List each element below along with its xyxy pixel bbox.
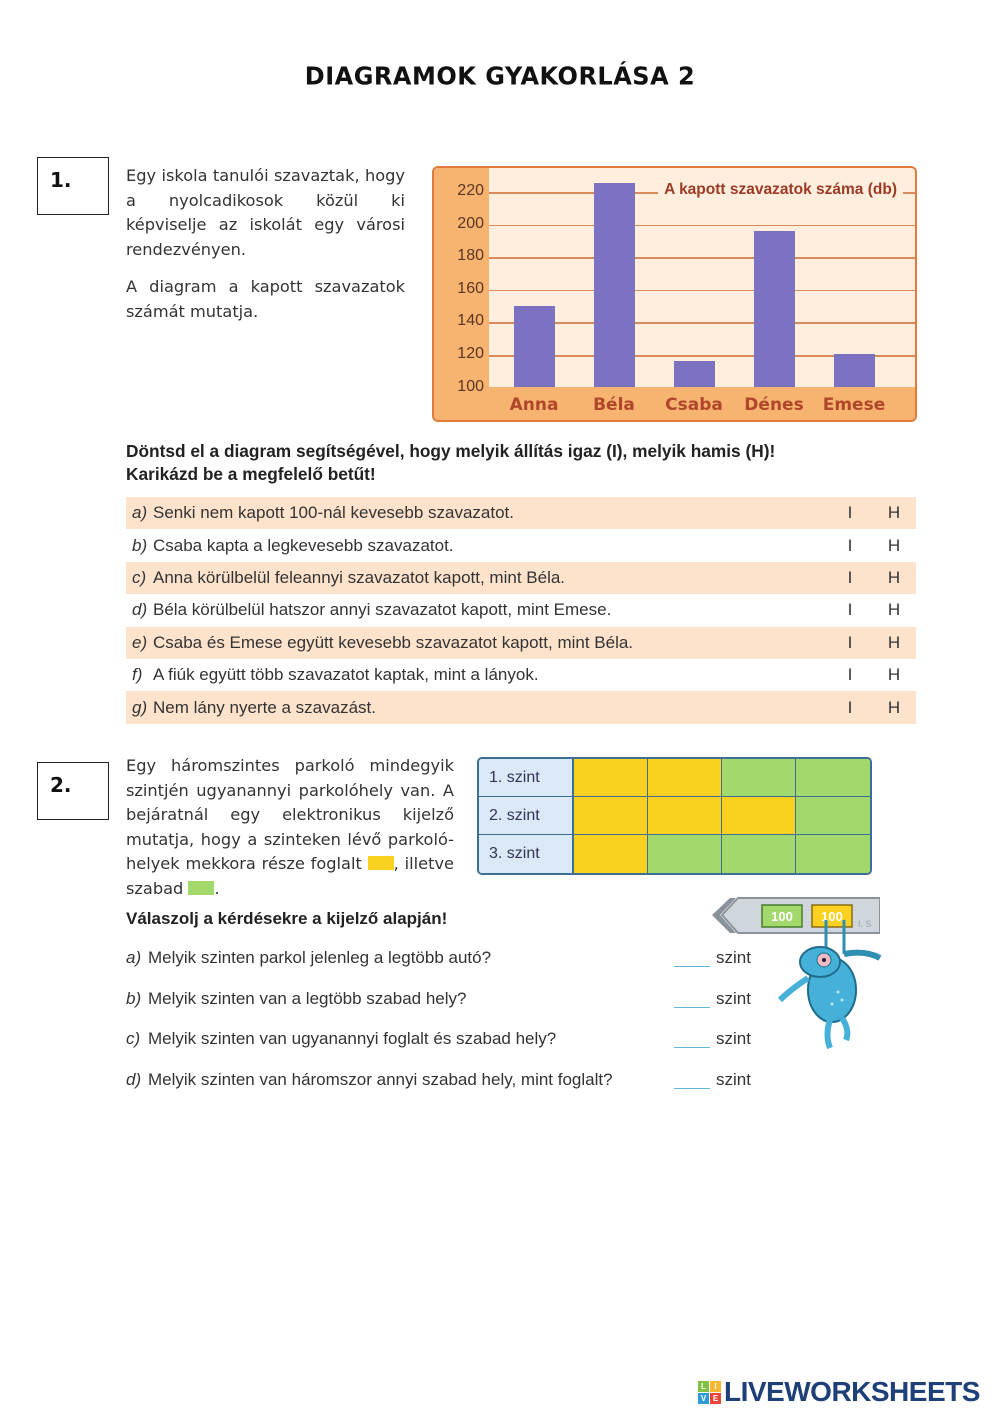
task-2-number: 2. (50, 773, 72, 797)
option-false[interactable]: H (887, 665, 901, 685)
chart-title: A kapott szavazatok száma (db) (658, 181, 903, 199)
bar-dénes (754, 231, 795, 387)
task-2-instruction: Válaszolj a kérdésekre a kijelző alapján! (126, 909, 448, 928)
free-color-swatch (188, 881, 214, 895)
x-label-béla: Béla (593, 395, 635, 415)
free-spot (796, 759, 870, 797)
intro-text: Egy háromszintes parkoló mindegyik szintjén ugyanannyi parkolóhely van. A bejáratnál egy elektronikus kijelző mutatja, hogy a szinteken lévő parkoló-helyek mekkora része foglalt (126, 756, 454, 873)
statement-row (126, 659, 916, 691)
task-1-intro-paragraph-2: A diagram a kapott szavazatok számát mutatja. (126, 277, 405, 321)
statement-letter: e) (132, 632, 148, 652)
y-tick-label: 220 (457, 182, 484, 199)
y-tick-label: 160 (457, 279, 484, 297)
option-false[interactable]: H (887, 632, 901, 652)
watermark-text: LIVEWORKSHEETS (724, 1376, 980, 1407)
bar-béla (594, 183, 635, 387)
question-letter: a) (126, 948, 142, 967)
statement-text: Nem lány nyerte a szavazást. (153, 697, 376, 717)
statement-letter: c) (132, 567, 147, 587)
free-spot (648, 835, 722, 873)
answer-unit: szint (716, 1069, 751, 1089)
intro-text-3: szabad (126, 878, 184, 898)
answer-blank[interactable] (674, 989, 710, 1008)
gridline (489, 290, 915, 292)
x-label-csaba: Csaba (665, 395, 723, 415)
option-false[interactable]: H (887, 600, 901, 620)
task-2-number-box (37, 762, 109, 820)
question-row (126, 1070, 756, 1111)
statement-letter: g) (132, 697, 148, 717)
bar-anna (514, 306, 555, 388)
instruction-line-2: Karikázd be a megfelelő betűt! (126, 464, 376, 484)
question-row (126, 989, 756, 1030)
task-1-intro (126, 164, 405, 324)
occupied-spot (722, 797, 796, 835)
option-false[interactable]: H (887, 503, 901, 523)
statement-text: Csaba és Emese együtt kevesebb szavazatot kapott, mint Béla. (153, 632, 634, 652)
question-letter: c) (126, 1029, 141, 1048)
statement-text: Anna körülbelül feleannyi szavazatot kapott, mint Béla. (153, 567, 566, 587)
occupied-spot (648, 759, 722, 797)
statement-row (126, 562, 916, 594)
level-label: 2. szint (479, 797, 574, 835)
statement-row (126, 691, 916, 723)
statement-letter: a) (132, 503, 148, 523)
question-text: Melyik szinten van háromszor annyi szabad hely, mint foglalt? (148, 1069, 613, 1089)
statement-row (126, 594, 916, 626)
statement-text: A fiúk együtt több szavazatot kaptak, mint a lányok. (153, 665, 539, 685)
option-true[interactable]: I (847, 665, 853, 685)
free-spot (722, 759, 796, 797)
task-2-intro (126, 754, 454, 901)
occupied-spot (574, 835, 648, 873)
free-spot (722, 835, 796, 873)
occupied-spot (648, 797, 722, 835)
answer-unit: szint (716, 1029, 751, 1048)
free-spot (796, 797, 870, 835)
answer-unit: szint (716, 988, 751, 1008)
y-tick-label: 140 (457, 312, 484, 330)
question-text: Melyik szinten van ugyanannyi foglalt és szabad hely? (148, 1029, 557, 1048)
option-true[interactable]: I (847, 503, 853, 523)
option-true[interactable]: I (847, 632, 853, 652)
x-label-anna: Anna (509, 395, 559, 415)
x-label-dénes: Dénes (744, 395, 804, 415)
question-row (126, 948, 756, 989)
bar-csaba (674, 361, 715, 387)
liveworksheets-watermark (698, 1376, 980, 1408)
intro-text-2: , illetve (393, 854, 454, 873)
occupied-spot (574, 759, 648, 797)
option-true[interactable]: I (847, 567, 853, 587)
task-1-number: 1. (50, 168, 72, 192)
statement-row (126, 627, 916, 659)
option-false[interactable]: H (887, 535, 901, 555)
question-text: Melyik szinten parkol jelenleg a legtöbb autó? (148, 948, 492, 967)
plot-area (489, 168, 915, 387)
option-false[interactable]: H (887, 567, 901, 587)
answer-blank[interactable] (674, 948, 710, 967)
svg-text:100: 100 (821, 909, 843, 924)
liveworksheets-logo-icon: L I V E (698, 1381, 721, 1404)
task-1-instruction (126, 440, 775, 486)
parking-display (477, 757, 872, 875)
task-1-intro-paragraph-1: Egy iskola tanulói szavaztak, hogy a nyolcadikosok közül ki képviselje az iskolát egy városi rendezvényen. (126, 166, 405, 259)
answer-blank[interactable] (674, 1029, 710, 1048)
statement-letter: f) (132, 665, 143, 685)
y-tick-label: 200 (457, 214, 484, 232)
answer-unit: szint (716, 948, 751, 967)
statement-row (126, 529, 916, 561)
bar-emese (834, 354, 875, 387)
statement-text: Senki nem kapott 100-nál kevesebb szavazatot. (153, 503, 514, 523)
statement-row (126, 497, 916, 529)
instruction-line-1: Döntsd el a diagram segítségével, hogy melyik állítás igaz (I), melyik hamis (H)! (126, 441, 776, 461)
question-text: Melyik szinten van a legtöbb szabad hely? (148, 988, 467, 1008)
page-title: DIAGRAMOK GYAKORLÁSA 2 (304, 61, 696, 91)
task-1-number-box (37, 157, 109, 215)
y-tick-label: 180 (457, 247, 484, 265)
svg-text:100: 100 (771, 909, 793, 924)
intro-text-4: . (214, 878, 220, 898)
question-letter: b) (126, 988, 142, 1008)
occupied-spot (574, 797, 648, 835)
level-label: 1. szint (479, 759, 574, 797)
y-tick-label: 100 (457, 377, 484, 395)
votes-bar-chart (432, 166, 917, 422)
option-true[interactable]: I (847, 697, 853, 717)
statement-letter: b) (132, 535, 148, 555)
question-letter: d) (126, 1069, 142, 1089)
statement-text: Béla körülbelül hatszor annyi szavazatot kapott, mint Emese. (153, 600, 612, 620)
option-true[interactable]: I (847, 535, 853, 555)
question-row (126, 1029, 756, 1070)
occupied-color-swatch (368, 856, 394, 870)
option-false[interactable]: H (887, 697, 901, 717)
gridline (489, 225, 915, 227)
x-label-emese: Emese (822, 395, 886, 415)
statement-text: Csaba kapta a legkevesebb szavazatot. (153, 535, 454, 555)
free-spot (796, 835, 870, 873)
answer-blank[interactable] (674, 1070, 710, 1089)
statement-list (126, 497, 916, 724)
y-tick-label: 120 (457, 345, 484, 362)
question-list (126, 948, 756, 1110)
svg-text:I. S: I. S (858, 919, 872, 929)
statement-letter: d) (132, 600, 148, 620)
frog-mascot-icon (770, 920, 882, 1050)
gridline (489, 257, 915, 259)
option-true[interactable]: I (847, 600, 853, 620)
level-label: 3. szint (479, 835, 574, 873)
